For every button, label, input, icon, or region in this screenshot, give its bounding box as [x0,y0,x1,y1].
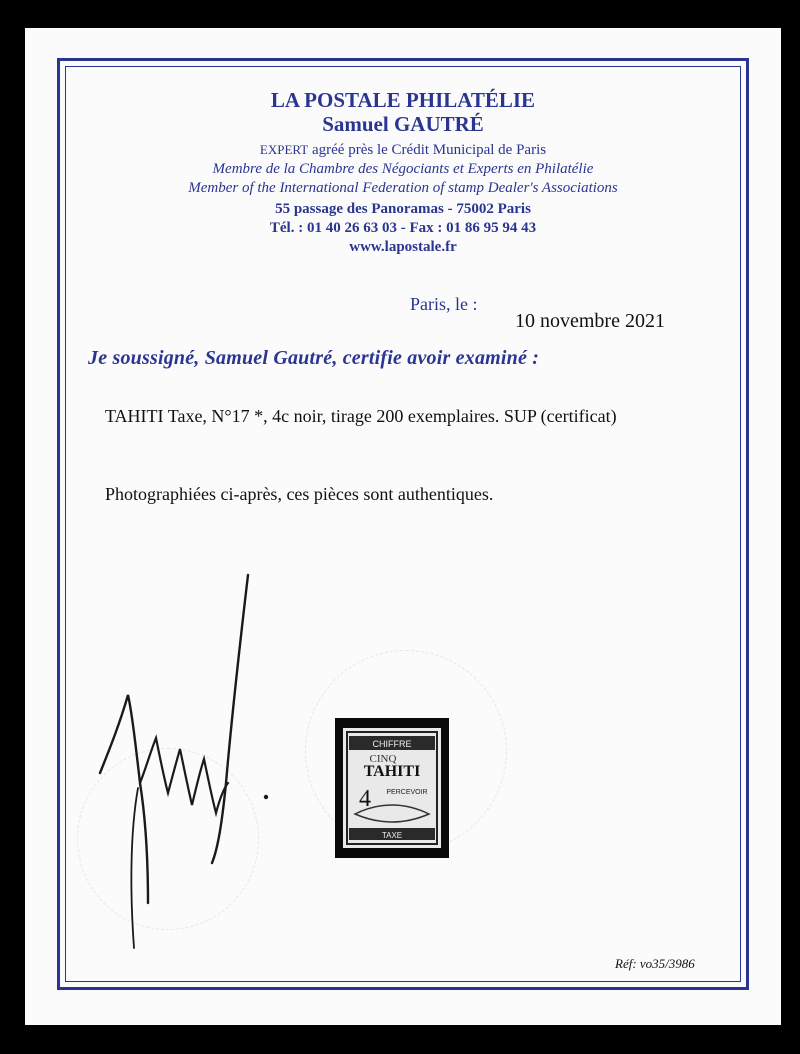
certificate-sheet [25,28,781,1025]
stamp-mount [335,718,449,858]
membership-french: Membre de la Chambre des Négociants et Experts en Philatélie [212,161,594,177]
item-description: TAHITI Taxe, N°17 *, 4c noir, tirage 200 exemplaires. SUP (certificat) [105,406,617,426]
stamp-upper-text: CINQ [369,753,397,765]
phone-fax: Tél. : 01 40 26 63 03 - Fax : 01 86 95 94 43 [269,220,537,236]
certificate-date: 10 novembre 2021 [515,310,665,332]
company-name: LA POSTALE PHILATÉLIE [270,88,536,112]
postal-address: 55 passage des Panoramas - 75002 Paris [275,201,531,217]
signature-image [80,573,280,953]
stamp-image [335,718,449,858]
website: www.lapostale.fr [349,239,457,255]
letterhead [25,88,781,257]
stamp-overprint: TAHITI [363,763,421,780]
certification-statement: Je soussigné, Samuel Gautré, certifie avoir examiné : [88,347,540,369]
place-label: Paris, le : [410,294,478,314]
membership-english: Member of the International Federation of stamp Dealer's Associations [188,180,618,196]
expert-accreditation-text: agréé près le Crédit Municipal de Paris [308,142,547,158]
reference-number: Réf: vo35/3986 [615,956,695,971]
authenticity-statement: Photographiées ci-après, ces pièces sont authentiques. [105,484,494,504]
stamp-bottom-text: TAXE [381,831,403,840]
expert-caps: EXPERT [259,142,309,157]
expert-name: Samuel GAUTRÉ [322,112,484,136]
expert-accreditation [25,140,781,160]
stamp-value: 4 [359,786,371,812]
stamp-middle-text: PERCEVOIR [386,789,428,796]
stamp-top-text: CHIFFRE [372,739,412,749]
